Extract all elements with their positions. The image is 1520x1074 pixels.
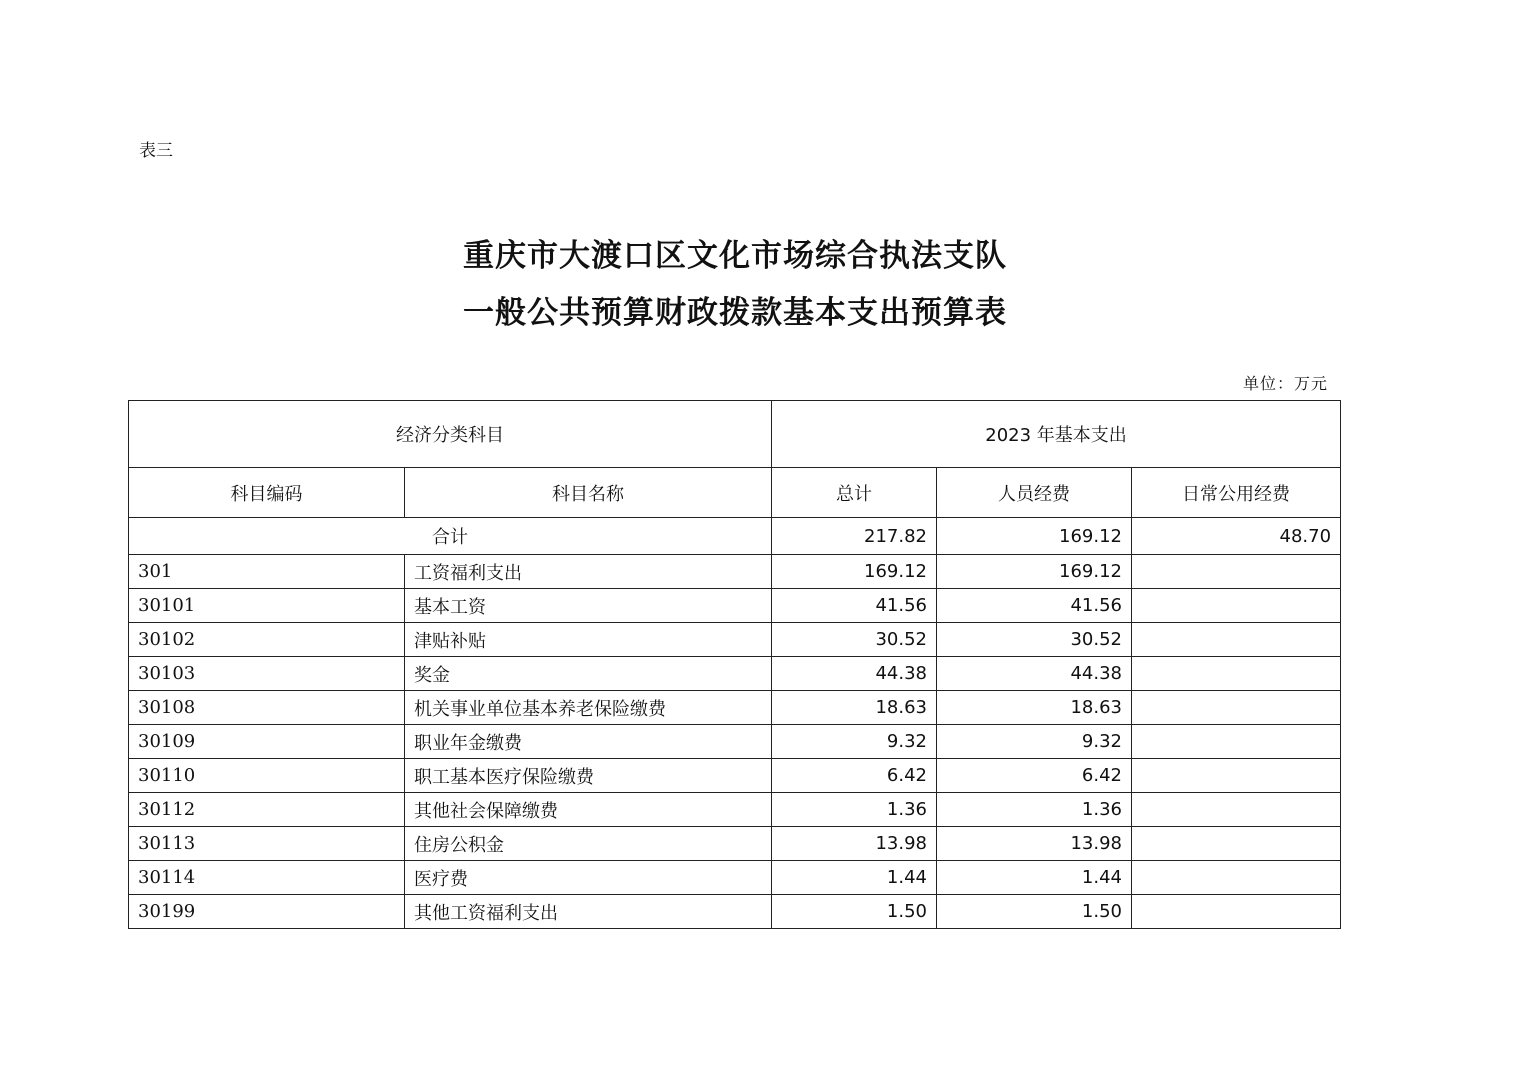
unit-label: 单位：万元 (1242, 374, 1328, 393)
row-public (1132, 827, 1341, 861)
table-row (129, 623, 1341, 657)
column-header-public: 日常公用经费 (1132, 468, 1341, 518)
row-personnel: 41.56 (937, 589, 1132, 623)
table-row (129, 725, 1341, 759)
column-header-row (129, 468, 1341, 518)
row-total: 1.50 (772, 895, 937, 929)
total-label: 合计 (129, 518, 772, 555)
row-personnel: 169.12 (937, 555, 1132, 589)
row-public (1132, 895, 1341, 929)
row-name: 职工基本医疗保险缴费 (405, 759, 772, 793)
row-personnel: 30.52 (937, 623, 1132, 657)
row-total: 6.42 (772, 759, 937, 793)
row-public (1132, 861, 1341, 895)
row-total: 41.56 (772, 589, 937, 623)
table-row (129, 589, 1341, 623)
row-name: 基本工资 (405, 589, 772, 623)
table-row (129, 895, 1341, 929)
row-name: 津贴补贴 (405, 623, 772, 657)
row-name: 其他社会保障缴费 (405, 793, 772, 827)
table-row (129, 691, 1341, 725)
row-public (1132, 589, 1341, 623)
row-personnel: 1.36 (937, 793, 1132, 827)
table-row (129, 861, 1341, 895)
row-personnel: 1.44 (937, 861, 1132, 895)
header-economic-classification: 经济分类科目 (129, 401, 772, 468)
row-personnel: 1.50 (937, 895, 1132, 929)
row-code: 30199 (129, 895, 405, 929)
row-name: 医疗费 (405, 861, 772, 895)
document-title-line-2: 一般公共预算财政拨款基本支出预算表 (463, 295, 1007, 331)
table-row (129, 657, 1341, 691)
row-total: 1.36 (772, 793, 937, 827)
row-name: 工资福利支出 (405, 555, 772, 589)
row-name: 机关事业单位基本养老保险缴费 (405, 691, 772, 725)
table-row (129, 555, 1341, 589)
row-total: 18.63 (772, 691, 937, 725)
total-personnel: 169.12 (937, 518, 1132, 555)
row-total: 44.38 (772, 657, 937, 691)
row-public (1132, 691, 1341, 725)
column-header-code: 科目编码 (129, 468, 405, 518)
column-header-personnel: 人员经费 (937, 468, 1132, 518)
row-name: 奖金 (405, 657, 772, 691)
row-name: 住房公积金 (405, 827, 772, 861)
row-code: 30108 (129, 691, 405, 725)
total-total: 217.82 (772, 518, 937, 555)
row-code: 30101 (129, 589, 405, 623)
row-public (1132, 623, 1341, 657)
row-public (1132, 725, 1341, 759)
header-group-row (129, 401, 1341, 468)
row-code: 30103 (129, 657, 405, 691)
header-basic-expenditure-2023: 2023 年基本支出 (772, 401, 1341, 468)
row-personnel: 6.42 (937, 759, 1132, 793)
row-personnel: 18.63 (937, 691, 1132, 725)
row-code: 30102 (129, 623, 405, 657)
row-code: 30114 (129, 861, 405, 895)
budget-table-body (129, 401, 1341, 929)
table-row (129, 793, 1341, 827)
row-personnel: 44.38 (937, 657, 1132, 691)
budget-table (128, 400, 1341, 929)
total-public: 48.70 (1132, 518, 1341, 555)
column-header-name: 科目名称 (405, 468, 772, 518)
row-public (1132, 555, 1341, 589)
document-title-line-1: 重庆市大渡口区文化市场综合执法支队 (463, 238, 1007, 274)
total-row (129, 518, 1341, 555)
row-code: 30110 (129, 759, 405, 793)
row-personnel: 9.32 (937, 725, 1132, 759)
row-name: 职业年金缴费 (405, 725, 772, 759)
row-public (1132, 657, 1341, 691)
row-total: 1.44 (772, 861, 937, 895)
row-total: 13.98 (772, 827, 937, 861)
column-header-total: 总计 (772, 468, 937, 518)
row-code: 30113 (129, 827, 405, 861)
row-name: 其他工资福利支出 (405, 895, 772, 929)
table-row (129, 759, 1341, 793)
table-row (129, 827, 1341, 861)
row-code: 30109 (129, 725, 405, 759)
row-personnel: 13.98 (937, 827, 1132, 861)
row-public (1132, 793, 1341, 827)
row-total: 9.32 (772, 725, 937, 759)
row-total: 169.12 (772, 555, 937, 589)
row-code: 301 (129, 555, 405, 589)
row-code: 30112 (129, 793, 405, 827)
row-public (1132, 759, 1341, 793)
table-number-label: 表三 (139, 141, 173, 161)
row-total: 30.52 (772, 623, 937, 657)
